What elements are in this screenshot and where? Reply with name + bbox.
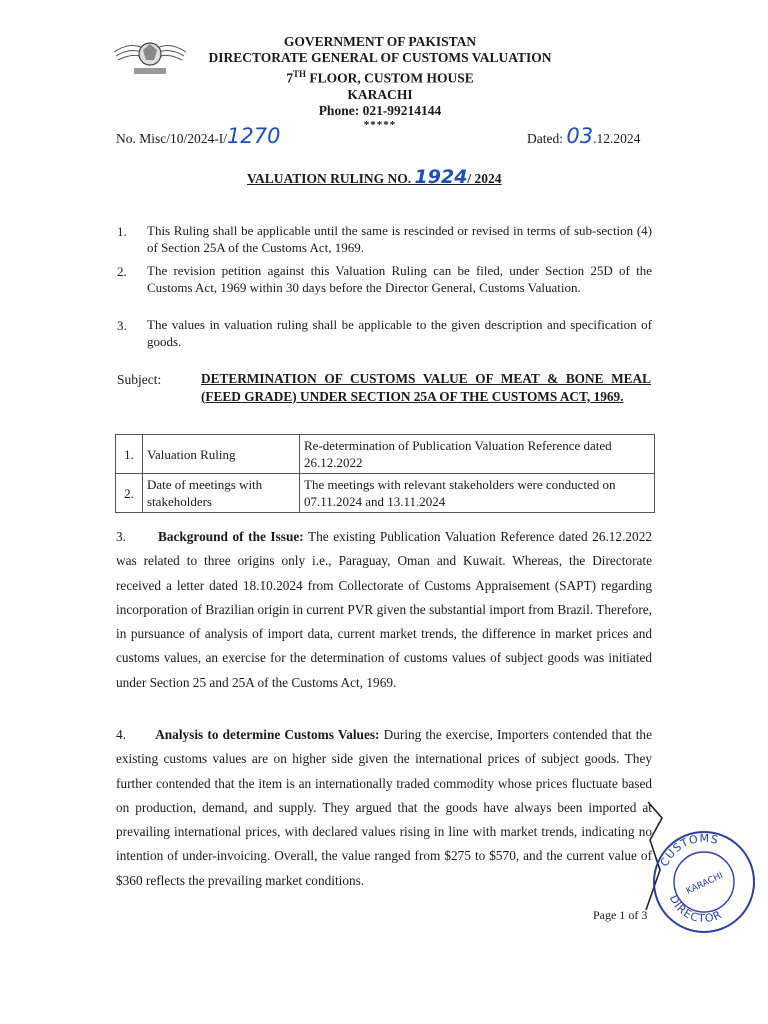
- handwritten-ruling-number: 1924: [414, 166, 468, 188]
- letterhead-floor: 7TH FLOOR, CUSTOM HOUSE: [286, 69, 474, 86]
- letterhead-city: KARACHI: [347, 86, 413, 102]
- handwritten-number: 1270: [227, 124, 281, 148]
- paragraph-heading: Analysis to determine Customs Values:: [155, 727, 380, 742]
- table-cell-value: Re-determination of Publication Valuation Reference dated 26.12.2022: [300, 435, 655, 474]
- handwritten-day: 03: [566, 124, 594, 148]
- paragraph-body: During the exercise, Importers contended that the existing customs values are on higher side given the international prices of subject goods. They further contended that the item is an internationally traded commodity whose prices fluctuate based on production, demand, and supply. They argued that the goods have always been imported at prevailing international prices, with declared values rising in line with market trends, indicating no intention of under-invoicing. Overall, the value ranged from $275 to $570, and the current value of $360 reflects the prevailing market conditions.: [116, 727, 652, 888]
- condition-number: 1.: [117, 224, 127, 239]
- condition-number: 3.: [117, 318, 127, 333]
- paragraph-heading: Background of the Issue:: [157, 529, 304, 544]
- table-cell-value: The meetings with relevant stakeholders were conducted on 07.11.2024 and 13.11.2024: [300, 474, 655, 513]
- stamp-bottom-text: DIRECTOR: [666, 892, 725, 926]
- paragraph-number: 3.: [116, 529, 126, 544]
- subject-text: DETERMINATION OF CUSTOMS VALUE OF MEAT & BONE MEAL (FEED GRADE) UNDER SECTION 25A OF THE CUSTOMS ACT, 1969.: [201, 371, 651, 404]
- svg-text:CUSTOMS: [658, 832, 720, 869]
- table-cell-key: Date of meetings with stakeholders: [143, 474, 300, 513]
- stamp-middle-text: KARACHI: [684, 870, 725, 897]
- letterhead-government: GOVERNMENT OF PAKISTAN: [283, 34, 477, 49]
- table-cell-key: Valuation Ruling: [143, 435, 300, 474]
- condition-number: 2.: [117, 264, 127, 279]
- table-row: [116, 435, 655, 474]
- table-cell-number: 2.: [116, 474, 143, 513]
- background-paragraph: [116, 525, 652, 695]
- condition-text: The values in valuation ruling shall be applicable to the given description and specification of goods.: [147, 317, 652, 349]
- condition-text: This Ruling shall be applicable until the same is rescinded or revised in terms of sub-section (4) of Section 25A of the Customs Act, 1969.: [147, 223, 652, 255]
- table-row: [116, 474, 655, 513]
- official-stamp-seal: [648, 826, 760, 938]
- ruling-title: VALUATION RULING NO. 1924/ 2024: [247, 166, 502, 188]
- reference-date: Dated: 03.12.2024: [527, 124, 641, 148]
- letterhead: [180, 34, 580, 131]
- table-cell-number: 1.: [116, 435, 143, 474]
- letterhead-directorate: DIRECTORATE GENERAL OF CUSTOMS VALUATION: [208, 50, 552, 65]
- condition-text: The revision petition against this Valuation Ruling can be filed, under Section 25D of the Customs Act, 1969 within 30 days before the Director General, Customs Valuation.: [147, 263, 652, 295]
- page-number: Page 1 of 3: [593, 908, 648, 922]
- reference-number: No. Misc/10/2024-I/1270: [116, 124, 281, 148]
- letterhead-stars: *****: [363, 118, 397, 131]
- analysis-paragraph: [116, 723, 652, 893]
- letterhead-phone: Phone: 021-99214144: [318, 102, 442, 118]
- paragraph-number: 4.: [116, 727, 126, 742]
- ruling-info-table: [115, 434, 655, 513]
- subject-label: Subject:: [117, 372, 162, 387]
- government-crest-emblem: [112, 34, 188, 80]
- paragraph-body: The existing Publication Valuation Reference dated 26.12.2022 was related to three origins only i.e., Paraguay, Oman and Kuwait. Whereas, the Directorate received a letter dated 18.10.2024 from Collectorate of Customs Appraisement (SAPT) regarding incorporation of Brazilian origin in current PVR given the substantial import from Brazil. Therefore, in pursuance of analysis of import data, current market trends, the difference in market prices and customs values, an exercise for the determination of customs values of subject goods was initiated under Section 25 and 25A of the Customs Act, 1969.: [116, 529, 653, 690]
- stamp-top-text: CUSTOMS: [657, 831, 721, 869]
